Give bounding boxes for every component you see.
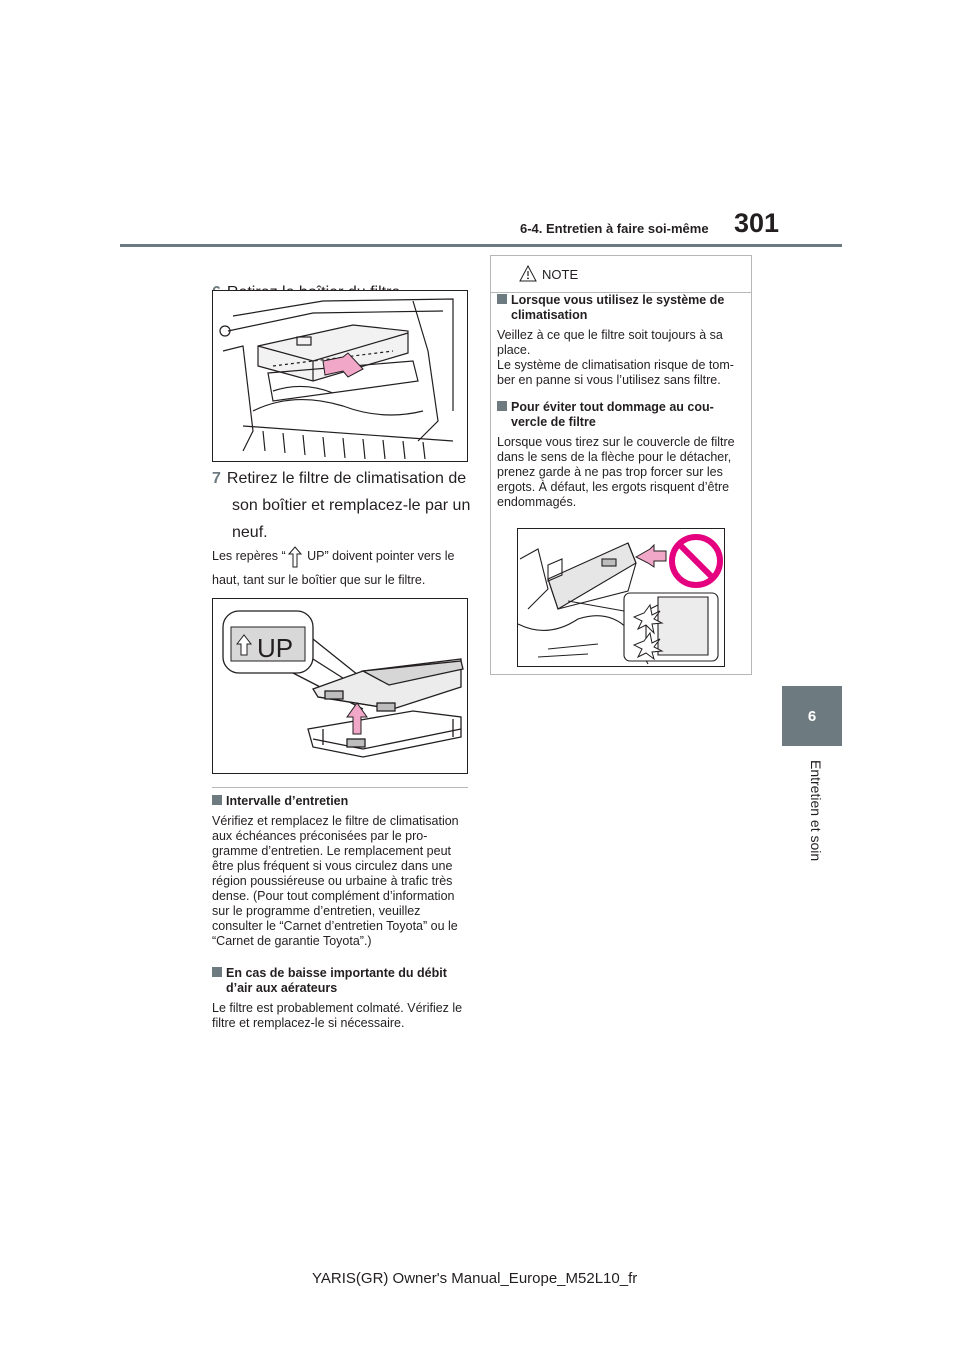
up-note-after: UP” doivent pointer vers le haut, tant sur le boîtier que sur le filtre. — [212, 549, 455, 587]
note-item-2 — [497, 400, 735, 510]
filter-cover-warning-illustration — [517, 528, 725, 667]
chapter-tab — [782, 686, 842, 746]
note-item-heading: Lorsque vous utilisez le système de climatisation — [497, 293, 735, 323]
step-text: Retirez le filtre de climatisation de son boîtier et remplacez-le par un neuf. — [226, 470, 471, 541]
info-section-2 — [212, 966, 468, 1031]
filter-housing-illustration — [212, 290, 468, 462]
section-body: Le filtre est probablement colmaté. Vérifiez le filtre et remplacez-le si nécessaire. — [212, 1001, 463, 1030]
note-item-body: Lorsque vous tirez sur le couvercle de filtre dans le sens de la flèche pour le détacher, prenez garde à ne pas trop forcer sur les ergots. À défaut, les ergots risquent d’être endommagés. — [497, 435, 735, 509]
up-note-before: Les repères “ — [212, 549, 286, 563]
callout-up-label: UP — [257, 633, 294, 663]
bullet-square-icon — [212, 967, 222, 977]
bullet-square-icon — [497, 294, 507, 304]
note-box — [490, 255, 752, 675]
section-heading: Intervalle d’entretien — [212, 794, 468, 809]
chapter-number: 6 — [807, 707, 817, 725]
step-number: 7 — [212, 470, 221, 487]
warning-triangle-icon — [519, 265, 537, 282]
bullet-square-icon — [497, 401, 507, 411]
note-header — [491, 256, 751, 293]
up-mark-note — [212, 544, 468, 592]
section-body: Vérifiez et remplacez le filtre de climatisation aux échéances préconisées par le pro-gramme d’entretien. Le remplacement peut être plus fréquent si vous circulez dans une région poussiéreuse ou urbaine à trafic très dense. (Pour tout complément d’information sur le programme d’entretien, veuillez consulter le “Carnet d’entretien Toyota” ou le “Carnet de garantie Toyota”.) — [212, 814, 459, 948]
info-section-1 — [212, 794, 468, 949]
section-divider — [212, 787, 468, 788]
page-number: 301 — [734, 208, 780, 238]
chapter-tab-label — [804, 760, 824, 910]
header-rule — [120, 244, 842, 247]
filter-housing-drawing — [213, 291, 467, 461]
footer-manual-id: YARIS(GR) Owner's Manual_Europe_M52L10_fr — [312, 1270, 638, 1287]
note-item-1 — [497, 293, 735, 388]
step-7 — [212, 465, 482, 546]
bullet-square-icon — [212, 795, 222, 805]
note-title: NOTE — [542, 267, 579, 282]
filter-up-drawing — [213, 599, 467, 773]
chapter-title: Entretien et soin — [808, 760, 824, 862]
section-heading: 6-4. Entretien à faire soi-même — [520, 221, 709, 236]
section-heading: En cas de baisse importante du débit d’air aux aérateurs — [212, 966, 468, 996]
note-item-body: Veillez à ce que le filtre soit toujours à sa place. Le système de climatisation risque de tom-ber en panne si vous l’utilisez sans filtre. — [497, 328, 734, 387]
up-arrow-icon — [288, 546, 302, 568]
note-item-heading: Pour éviter tout dommage au cou-vercle de filtre — [497, 400, 735, 430]
filter-cover-drawing — [518, 529, 724, 666]
filter-up-mark-illustration — [212, 598, 468, 774]
